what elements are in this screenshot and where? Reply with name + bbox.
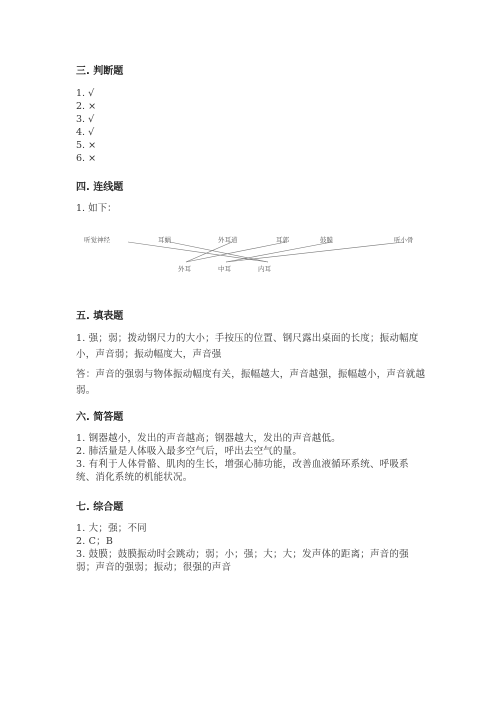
short-answer-3: 3. 有利于人体骨骼、肌肉的生长，增强心肺功能，改善血液循环系统、呼吸系统、消化系统的机能状况。 xyxy=(76,459,409,483)
section-title-judgment: 三. 判断题 xyxy=(76,66,124,77)
match-line-ear-canal-outer-ear xyxy=(186,242,232,262)
diagram-label-eardrum: 鼓膜 xyxy=(320,236,333,244)
answer-item: 1. √ xyxy=(76,88,95,99)
diagram-label-ossicles: 听小骨 xyxy=(394,236,414,244)
diagram-label-auditory-nerve: 听觉神经 xyxy=(84,236,110,244)
short-answer-1: 1. 钢器越小，发出的声音越高；钢器越大，发出的声音越低。 xyxy=(76,433,341,444)
answer-item: 3. √ xyxy=(76,114,95,125)
diagram-label-inner-ear: 内耳 xyxy=(258,265,271,273)
section-title-comprehensive: 七. 综合题 xyxy=(76,502,124,513)
comprehensive-answer-2: 2. C；B xyxy=(76,536,114,547)
matching-intro: 1. 如下： xyxy=(76,203,117,214)
match-line-auditory-nerve-inner-ear xyxy=(128,242,268,262)
short-answer-2: 2. 肺活量是人体吸入最多空气后，呼出去空气的量。 xyxy=(76,446,303,457)
section-title-short-answer: 六. 简答题 xyxy=(76,412,124,423)
comprehensive-answer-3: 3. 鼓膜；鼓膜振动时会跳动；弱；小；强；大；大；发声体的距离；声音的强弱；声音的强弱；振动；很强的声音 xyxy=(76,549,409,573)
answer-item: 2. × xyxy=(76,101,97,112)
answer-item: 4. √ xyxy=(76,127,95,138)
diagram-label-auricle: 耳郭 xyxy=(276,236,289,244)
diagram-label-outer-ear: 外耳 xyxy=(178,265,191,273)
match-line-auricle-outer-ear xyxy=(186,242,286,262)
section-title-fill-table: 五. 填表题 xyxy=(76,311,124,322)
answer-item: 6. × xyxy=(76,153,97,164)
fill-table-answer-1: 1. 强；弱；拨动钢尺力的大小；手按压的位置、钢尺露出桌面的长度；振动幅度小，声音弱；振动幅度大，声音强 xyxy=(76,333,419,360)
answer-item: 5. × xyxy=(76,140,97,151)
diagram-label-middle-ear: 中耳 xyxy=(218,265,231,273)
diagram-label-ear-canal: 外耳道 xyxy=(218,236,238,244)
comprehensive-answer-1: 1. 大；强；不同 xyxy=(76,523,147,534)
section-title-matching: 四. 连线题 xyxy=(76,182,124,193)
fill-table-answer-2: 答：声音的强弱与物体振动幅度有关，振幅越大，声音越强，振幅越小，声音就越弱。 xyxy=(76,369,426,396)
diagram-label-cochlea: 耳蜗 xyxy=(158,236,171,244)
